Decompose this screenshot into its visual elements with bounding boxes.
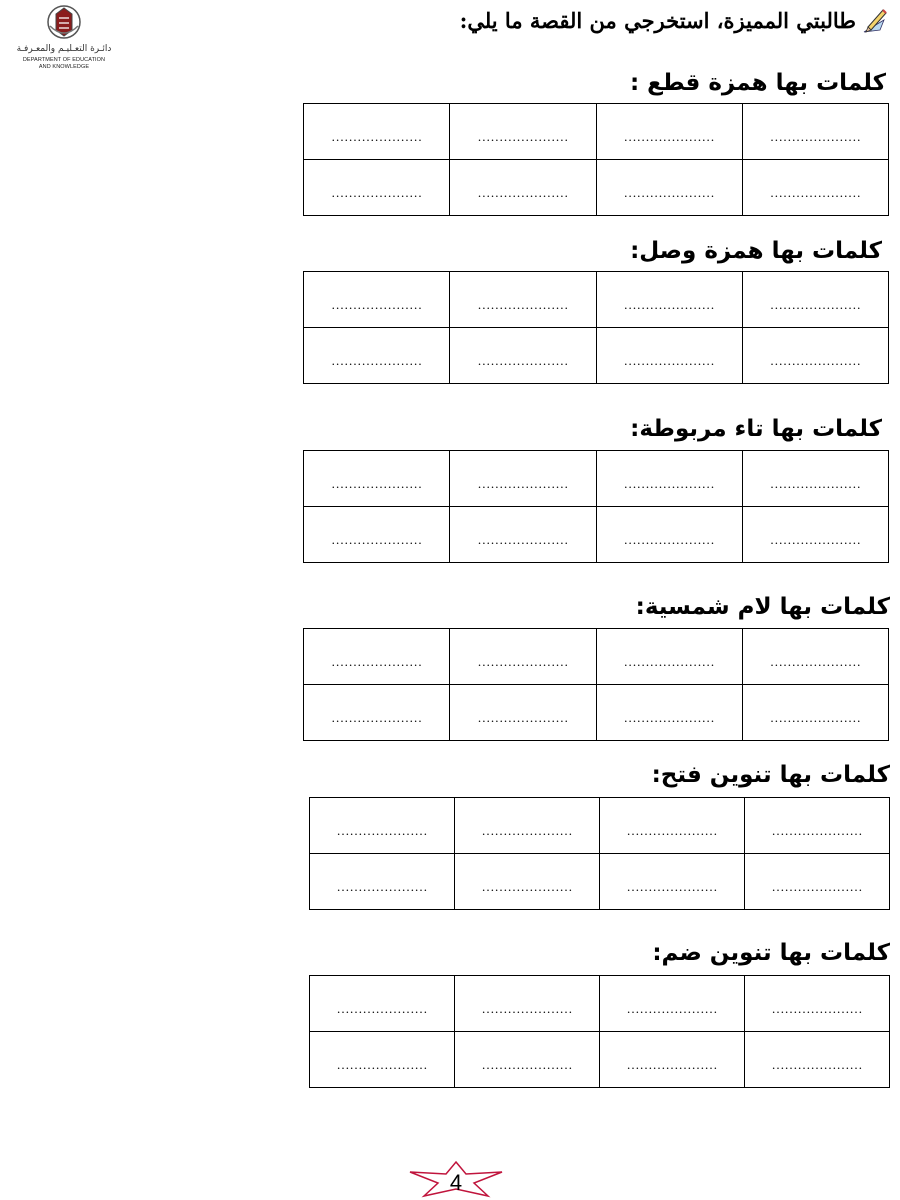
answer-cell[interactable]: ………………… <box>455 976 600 1032</box>
answer-cell[interactable]: ………………… <box>304 160 450 216</box>
emblem-icon <box>44 4 84 42</box>
answer-cell[interactable]: ………………… <box>600 1032 745 1088</box>
table-row <box>304 685 889 741</box>
answer-cell[interactable]: ………………… <box>745 798 890 854</box>
section-heading: كلمات بها لام شمسية: <box>635 594 890 620</box>
table-row <box>310 798 890 854</box>
answer-cell[interactable]: ………………… <box>596 160 742 216</box>
answer-table <box>303 103 889 216</box>
instruction-text: طالبتي المميزة، استخرجي من القصة ما يلي: <box>459 7 856 33</box>
answer-cell[interactable]: ………………… <box>304 104 450 160</box>
section-heading: كلمات بها تنوين ضم: <box>652 940 890 966</box>
answer-cell[interactable]: ………………… <box>304 685 450 741</box>
answer-cell[interactable]: ………………… <box>596 272 742 328</box>
table-row <box>304 160 889 216</box>
answer-cell[interactable]: ………………… <box>304 451 450 507</box>
answer-cell[interactable]: ………………… <box>596 104 742 160</box>
answer-cell[interactable]: ………………… <box>450 507 596 563</box>
answer-cell[interactable]: ………………… <box>450 629 596 685</box>
logo-english-line-1: DEPARTMENT OF EDUCATION <box>22 57 106 63</box>
table-row <box>304 451 889 507</box>
logo-arabic-name: دائـرة التعـليـم والمعـرفـة <box>16 44 112 54</box>
answer-cell[interactable]: ………………… <box>450 160 596 216</box>
answer-cell[interactable]: ………………… <box>310 798 455 854</box>
answer-cell[interactable]: ………………… <box>596 328 742 384</box>
answer-cell[interactable]: ………………… <box>304 507 450 563</box>
table-row <box>304 272 889 328</box>
answer-cell[interactable]: ………………… <box>596 507 742 563</box>
answer-cell[interactable]: ………………… <box>450 328 596 384</box>
table-row <box>310 1032 890 1088</box>
answer-cell[interactable]: ………………… <box>310 976 455 1032</box>
logo-english-line-2: AND KNOWLEDGE <box>38 64 90 70</box>
answer-cell[interactable]: ………………… <box>596 451 742 507</box>
answer-cell[interactable]: ………………… <box>742 160 888 216</box>
answer-cell[interactable]: ………………… <box>455 1032 600 1088</box>
table-row <box>304 629 889 685</box>
answer-table <box>303 628 889 741</box>
answer-cell[interactable]: ………………… <box>745 976 890 1032</box>
section-heading: كلمات بها تاء مربوطة: <box>630 416 882 442</box>
answer-cell[interactable]: ………………… <box>455 854 600 910</box>
table-row <box>304 328 889 384</box>
answer-cell[interactable]: ………………… <box>596 685 742 741</box>
answer-table <box>309 975 890 1088</box>
answer-cell[interactable]: ………………… <box>304 328 450 384</box>
answer-cell[interactable]: ………………… <box>450 104 596 160</box>
page-number-badge <box>408 1160 508 1198</box>
instruction-line <box>460 6 888 34</box>
answer-cell[interactable]: ………………… <box>742 104 888 160</box>
answer-cell[interactable]: ………………… <box>742 328 888 384</box>
answer-cell[interactable]: ………………… <box>304 629 450 685</box>
answer-cell[interactable]: ………………… <box>745 1032 890 1088</box>
answer-table <box>303 450 889 563</box>
answer-cell[interactable]: ………………… <box>742 685 888 741</box>
answer-table <box>309 797 890 910</box>
answer-cell[interactable]: ………………… <box>304 272 450 328</box>
table-row <box>310 976 890 1032</box>
answer-table <box>303 271 889 384</box>
answer-cell[interactable]: ………………… <box>742 629 888 685</box>
answer-cell[interactable]: ………………… <box>455 798 600 854</box>
answer-cell[interactable]: ………………… <box>596 629 742 685</box>
answer-cell[interactable]: ………………… <box>600 854 745 910</box>
table-row <box>304 104 889 160</box>
answer-cell[interactable]: ………………… <box>450 685 596 741</box>
answer-cell[interactable]: ………………… <box>450 451 596 507</box>
answer-cell[interactable]: ………………… <box>310 1032 455 1088</box>
department-logo <box>8 4 120 68</box>
section-heading: كلمات بها تنوين فتح: <box>651 762 890 788</box>
answer-cell[interactable]: ………………… <box>600 798 745 854</box>
answer-cell[interactable]: ………………… <box>310 854 455 910</box>
answer-cell[interactable]: ………………… <box>742 272 888 328</box>
pencil-icon <box>860 6 888 34</box>
table-row <box>304 507 889 563</box>
section-heading: كلمات بها همزة قطع : <box>629 70 886 96</box>
answer-cell[interactable]: ………………… <box>742 507 888 563</box>
section-heading: كلمات بها همزة وصل: <box>630 238 882 264</box>
page-number: 4 <box>449 1170 463 1195</box>
answer-cell[interactable]: ………………… <box>450 272 596 328</box>
answer-cell[interactable]: ………………… <box>742 451 888 507</box>
answer-cell[interactable]: ………………… <box>745 854 890 910</box>
table-row <box>310 854 890 910</box>
answer-cell[interactable]: ………………… <box>600 976 745 1032</box>
